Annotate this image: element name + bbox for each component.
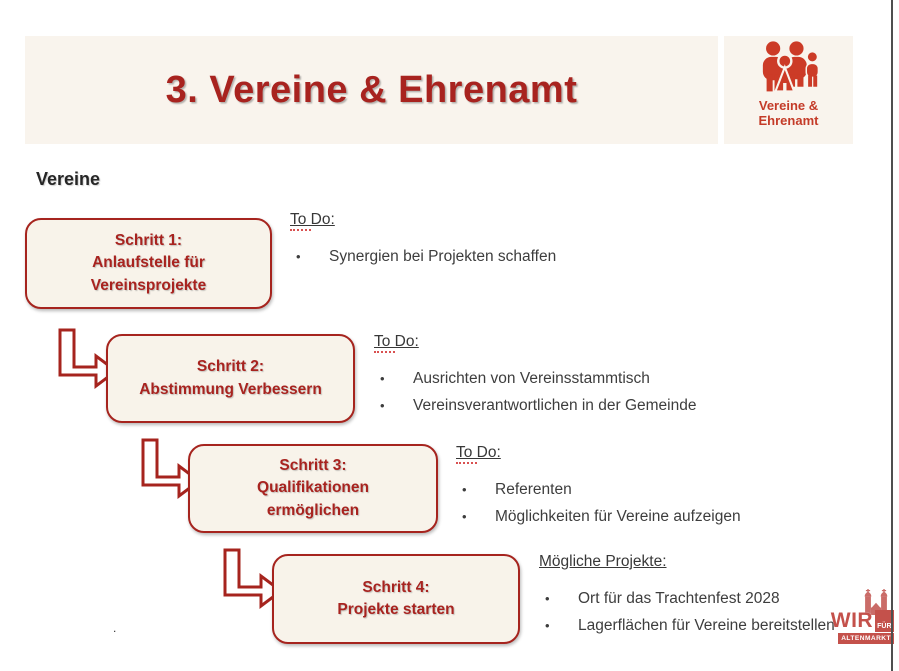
spellcheck-squiggle bbox=[456, 462, 477, 464]
todo-block-4[interactable] bbox=[539, 552, 874, 635]
step-3-line3: ermöglichen bbox=[266, 501, 360, 519]
list-item bbox=[374, 396, 719, 415]
spellcheck-squiggle bbox=[290, 229, 311, 231]
todo-4-heading-text: Mögliche Projekte: bbox=[539, 553, 667, 570]
bullet-icon: • bbox=[296, 249, 301, 264]
list-item bbox=[539, 616, 874, 635]
list-item bbox=[539, 589, 874, 608]
todo-block-1[interactable] bbox=[290, 210, 630, 266]
step-2-line1: Schritt 2: bbox=[196, 358, 265, 376]
todo-4-heading bbox=[539, 552, 667, 572]
badge-label-line1: Vereine & bbox=[758, 98, 819, 113]
todo-4-item1: Ort für das Trachtenfest 2028 bbox=[578, 590, 780, 607]
todo-1-heading bbox=[290, 210, 335, 230]
step-1-line1: Schritt 1: bbox=[114, 231, 183, 249]
list-item bbox=[456, 480, 801, 499]
step-1-line2: Anlaufstelle für bbox=[92, 254, 205, 272]
section-heading-vereine[interactable]: Vereine bbox=[36, 169, 101, 189]
todo-2-heading bbox=[374, 332, 419, 352]
badge-label bbox=[759, 99, 819, 129]
vereine-ehrenamt-badge[interactable] bbox=[724, 36, 853, 144]
todo-1-item1: Synergien bei Projekten schaffen bbox=[329, 248, 557, 265]
step-3-line2: Qualifikationen bbox=[257, 479, 369, 497]
todo-block-2[interactable] bbox=[374, 332, 719, 415]
logo-wir-text: WIR bbox=[830, 609, 874, 632]
stray-text-mark: . bbox=[113, 621, 117, 635]
step-4-line1: Schritt 4: bbox=[362, 578, 430, 596]
page-title: 3. Vereine & Ehrenamt bbox=[165, 68, 578, 111]
todo-2-item1: Ausrichten von Vereinsstammtisch bbox=[413, 370, 650, 387]
todo-2-heading-text: To Do: bbox=[374, 333, 419, 350]
bullet-icon: • bbox=[545, 618, 550, 633]
todo-3-item2: Möglichkeiten für Vereine aufzeigen bbox=[495, 508, 741, 525]
wir-fuer-altenmarkt-logo[interactable] bbox=[830, 589, 894, 653]
list-item bbox=[290, 247, 630, 266]
todo-4-item2: Lagerflächen für Vereine bereitstellen bbox=[578, 617, 835, 634]
list-item bbox=[374, 369, 719, 388]
step-box-3[interactable] bbox=[188, 444, 438, 533]
step-2-line2: Abstimmung Verbessern bbox=[139, 380, 322, 398]
list-item bbox=[456, 507, 801, 526]
bullet-icon: • bbox=[380, 371, 385, 386]
todo-3-heading bbox=[456, 443, 501, 463]
bullet-icon: • bbox=[380, 398, 385, 413]
bullet-icon: • bbox=[462, 509, 467, 524]
logo-altenmarkt-box: ALTENMARKT bbox=[838, 633, 894, 644]
todo-3-heading-text: To Do: bbox=[456, 444, 501, 461]
logo-wir-row bbox=[831, 610, 894, 632]
slide-boundary-line bbox=[891, 0, 893, 671]
logo-fuer-box: FÜR bbox=[875, 610, 894, 632]
bullet-icon: • bbox=[462, 482, 467, 497]
step-1-line3: Vereinsprojekte bbox=[90, 276, 207, 294]
todo-2-item2: Vereinsverantwortlichen in der Gemeinde bbox=[413, 397, 697, 414]
step-box-4[interactable] bbox=[272, 554, 520, 644]
step-4-line2: Projekte starten bbox=[337, 601, 455, 618]
todo-1-heading-text: To Do: bbox=[290, 211, 335, 228]
step-box-1[interactable] bbox=[25, 218, 272, 309]
header-banner[interactable] bbox=[25, 36, 718, 144]
bullet-icon: • bbox=[545, 591, 550, 606]
todo-block-3[interactable] bbox=[456, 443, 801, 526]
badge-label-line2: Ehrenamt bbox=[758, 112, 819, 128]
spellcheck-squiggle bbox=[374, 351, 395, 353]
step-3-line1: Schritt 3: bbox=[279, 456, 347, 474]
step-box-2[interactable] bbox=[106, 334, 355, 423]
todo-3-item1: Referenten bbox=[495, 481, 572, 498]
family-icon bbox=[756, 41, 822, 97]
